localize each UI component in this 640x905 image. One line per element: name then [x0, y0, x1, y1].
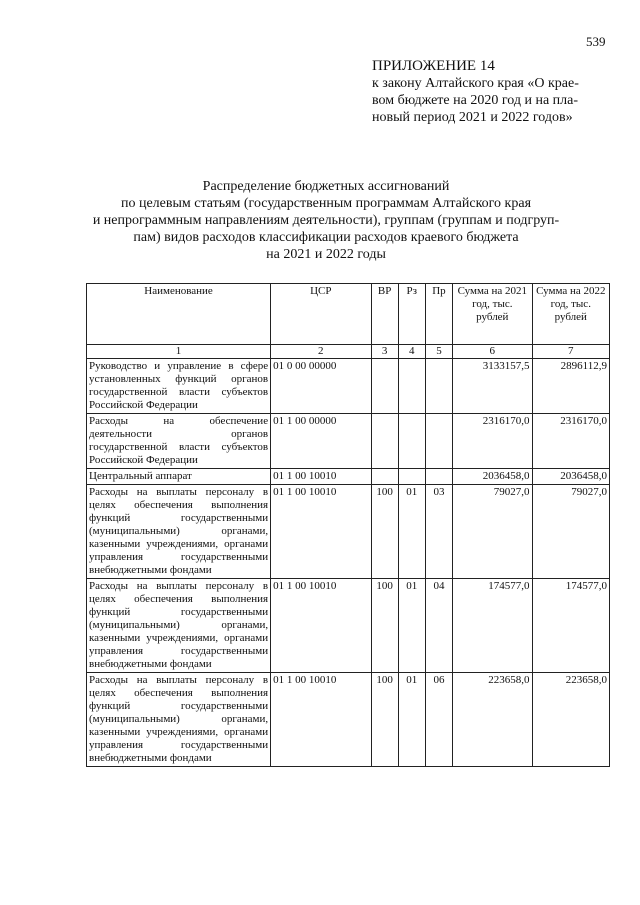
row-vr — [371, 469, 398, 485]
row-rz — [398, 359, 425, 414]
row-sum-2022: 2896112,9 — [532, 359, 609, 414]
row-sum-2021: 174577,0 — [453, 579, 532, 673]
title-line: по целевым статьям (государственным программам Алтайского края — [120, 196, 532, 211]
budget-table — [86, 283, 610, 767]
table-row — [87, 359, 610, 414]
row-name: Руководство и управление в сфере установленных функций органов государственной власти субъектов Российской Федерации — [87, 359, 271, 414]
row-csr: 01 1 00 10010 — [271, 485, 371, 579]
row-sum-2022: 2316170,0 — [532, 414, 609, 469]
column-number-row — [87, 345, 610, 359]
row-name: Расходы на выплаты персоналу в целях обеспечения выполнения функций государственными (муниципальными) органами, казенными учреждениями, органами управления государственными внебюджетными фондами — [87, 673, 271, 767]
appendix-line: новый период 2021 и 2022 годов» — [372, 110, 573, 125]
table-row — [87, 414, 610, 469]
row-sum-2022: 223658,0 — [532, 673, 609, 767]
row-pr — [425, 414, 452, 469]
row-sum-2022: 174577,0 — [532, 579, 609, 673]
title-line: Распределение бюджетных ассигнований — [202, 179, 450, 194]
row-pr: 03 — [425, 485, 452, 579]
table-row — [87, 673, 610, 767]
title-line: пам) видов расходов классификации расходов краевого бюджета — [133, 230, 519, 245]
row-csr: 01 1 00 10010 — [271, 673, 371, 767]
header-sum-2021: Сумма на 2021 год, тыс. рублей — [453, 284, 532, 345]
header-pr: Пр — [425, 284, 452, 345]
row-rz: 01 — [398, 673, 425, 767]
column-number: 5 — [425, 345, 452, 359]
column-number: 6 — [453, 345, 532, 359]
row-pr: 06 — [425, 673, 452, 767]
row-name: Расходы на выплаты персоналу в целях обеспечения выполнения функций государственными (муниципальными) органами, казенными учреждениями, органами управления государственными внебюджетными фондами — [87, 485, 271, 579]
page-number: 539 — [586, 34, 606, 49]
table-row — [87, 485, 610, 579]
row-sum-2021: 2036458,0 — [453, 469, 532, 485]
appendix-line: к закону Алтайского края «О крае- — [372, 76, 579, 91]
header-sum-2022: Сумма на 2022 год, тыс. рублей — [532, 284, 609, 345]
appendix-block — [372, 58, 620, 126]
row-vr — [371, 359, 398, 414]
column-number: 1 — [87, 345, 271, 359]
row-pr: 04 — [425, 579, 452, 673]
title-line: на 2021 и 2022 годы — [266, 247, 386, 262]
row-rz: 01 — [398, 485, 425, 579]
title-line: и непрограммным направлениям деятельности), группам (группам и подгруп- — [92, 213, 560, 228]
row-csr: 01 1 00 00000 — [271, 414, 371, 469]
row-name: Центральный аппарат — [87, 469, 271, 485]
row-sum-2022: 79027,0 — [532, 485, 609, 579]
table-row — [87, 579, 610, 673]
row-rz: 01 — [398, 579, 425, 673]
appendix-line: вом бюджете на 2020 год и на пла- — [372, 93, 579, 108]
row-sum-2022: 2036458,0 — [532, 469, 609, 485]
header-name: Наименование — [87, 284, 271, 345]
row-pr — [425, 359, 452, 414]
row-csr: 01 1 00 10010 — [271, 469, 371, 485]
row-rz — [398, 414, 425, 469]
column-number: 2 — [271, 345, 371, 359]
row-sum-2021: 2316170,0 — [453, 414, 532, 469]
row-name: Расходы на обеспечение деятельности органов государственной власти субъектов Российской Федерации — [87, 414, 271, 469]
header-rz: Рз — [398, 284, 425, 345]
table-row — [87, 469, 610, 485]
column-number: 7 — [532, 345, 609, 359]
column-number: 3 — [371, 345, 398, 359]
header-row — [87, 284, 610, 345]
header-vr: ВР — [371, 284, 398, 345]
row-csr: 01 1 00 10010 — [271, 579, 371, 673]
row-csr: 01 0 00 00000 — [271, 359, 371, 414]
row-vr: 100 — [371, 485, 398, 579]
row-rz — [398, 469, 425, 485]
appendix-heading: ПРИЛОЖЕНИЕ 14 — [372, 58, 495, 74]
column-number: 4 — [398, 345, 425, 359]
row-sum-2021: 223658,0 — [453, 673, 532, 767]
row-name: Расходы на выплаты персоналу в целях обеспечения выполнения функций государственными (муниципальными) органами, казенными учреждениями, органами управления государственными внебюджетными фондами — [87, 579, 271, 673]
row-pr — [425, 469, 452, 485]
row-sum-2021: 3133157,5 — [453, 359, 532, 414]
header-csr: ЦСР — [271, 284, 371, 345]
document-title — [86, 178, 566, 263]
row-sum-2021: 79027,0 — [453, 485, 532, 579]
row-vr: 100 — [371, 673, 398, 767]
row-vr — [371, 414, 398, 469]
row-vr: 100 — [371, 579, 398, 673]
